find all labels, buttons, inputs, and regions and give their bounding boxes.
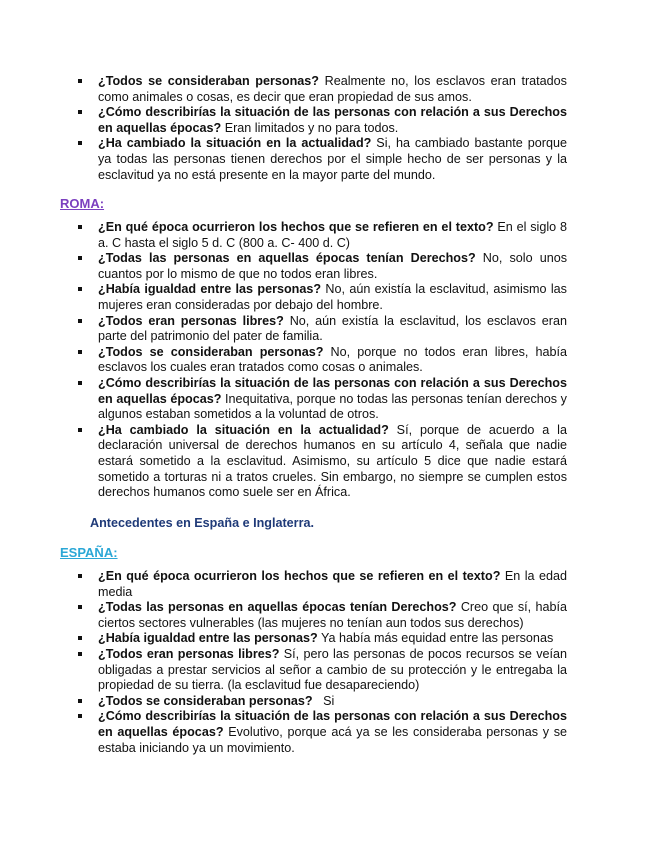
- list-item: [0, 376, 655, 423]
- bullet-icon: [78, 256, 82, 260]
- list-item: [0, 74, 655, 105]
- question-text: ¿Cómo describirías la situación de las personas con relación a sus Derechos en aquellas épocas?: [98, 709, 567, 739]
- list-item: [0, 647, 655, 694]
- answer-text: Evolutivo, porque acá ya se les consideraba personas y se estaba iniciando ya un movimiento.: [98, 724, 567, 755]
- answer-text: Creo que sí, había ciertos sectores vulnerables (las mujeres no tenían aun todos sus derechos): [98, 600, 568, 630]
- question-text: ¿En qué época ocurrieron los hechos que se refieren en el texto?: [98, 220, 494, 234]
- list-item: [0, 631, 655, 647]
- answer-text: Sí, porque de acuerdo a la declaración universal de derechos humanos en su artículo 4, señala que nadie estará sometido a la esclavitud. Asimismo, su artículo 5 dice que nadie estará sometido a torturas ni a tratos crueles. Sin embargo, no siempre se cumplen estos derechos humanos como suele ser en África.: [98, 422, 567, 500]
- bullet-icon: [78, 714, 82, 718]
- section-title-roma: ROMA:: [60, 196, 105, 211]
- list-item: [0, 251, 655, 282]
- bullet-icon: [78, 225, 82, 229]
- question-text: ¿En qué época ocurrieron los hechos que se refieren en el texto?: [98, 569, 501, 583]
- question-text: ¿Cómo describirías la situación de las personas con relación a sus Derechos en aquellas épocas?: [98, 375, 567, 406]
- answer-text: No, solo unos cuantos por lo mismo de que no todos eran libres.: [98, 251, 568, 281]
- list-item: [0, 220, 655, 251]
- answer-text: Sí, pero las personas de pocos recursos se veían obligadas a prestar servicios al señor a cambio de su protección y le entregaba la propiedad de su tierra. (la esclavitud fue desapareciendo): [98, 646, 567, 693]
- answer-text: Ya había más equidad entre las personas: [317, 631, 554, 646]
- espana-qa-block: [0, 569, 655, 756]
- bullet-icon: [78, 287, 82, 291]
- bullet-icon: [78, 110, 82, 114]
- list-item: [0, 569, 655, 600]
- question-text: ¿Había igualdad entre las personas?: [98, 282, 322, 297]
- antecedentes-heading: Antecedentes en España e Inglaterra.: [90, 516, 314, 530]
- bullet-icon: [78, 636, 82, 640]
- list-item: [0, 709, 655, 756]
- bullet-icon: [78, 605, 82, 609]
- bullet-icon: [78, 79, 82, 83]
- question-text: ¿Ha cambiado la situación en la actualidad?: [98, 136, 372, 151]
- question-text: ¿Todos se consideraban personas?: [98, 693, 313, 708]
- intro-qa-block: [0, 74, 655, 183]
- list-item: [0, 694, 655, 710]
- answer-text: No, aún existía la esclavitud, asimismo las mujeres eran consideradas por debajo del hombre.: [98, 282, 567, 312]
- question-text: ¿Todas las personas en aquellas épocas tenían Derechos?: [98, 251, 476, 266]
- qa-list: [0, 569, 655, 756]
- question-text: ¿Todos se consideraban personas?: [98, 344, 324, 359]
- bullet-icon: [78, 428, 82, 432]
- bullet-icon: [78, 319, 82, 323]
- question-text: ¿Todos se consideraban personas?: [98, 74, 319, 88]
- answer-text: Si: [312, 693, 335, 708]
- list-item: [0, 136, 655, 183]
- answer-text: Si, ha cambiado bastante porque ya todas las personas tienen derechos por el simple hecho de ser personas y la esclavitud ya no está presente en la mayor parte del mundo.: [98, 136, 567, 182]
- qa-list: [0, 220, 655, 501]
- bullet-icon: [78, 350, 82, 354]
- answer-text: No, aún existía la esclavitud, los esclavos eran parte del patrimonio del pater de familia.: [98, 313, 568, 344]
- question-text: ¿Cómo describirías la situación de las personas con relación a sus Derechos en aquellas épocas?: [98, 105, 567, 135]
- answer-text: En el siglo 8 a. C hasta el siglo 5 d. C (800 a. C- 400 d. C): [98, 220, 567, 250]
- bullet-icon: [78, 574, 82, 578]
- answer-text: Eran limitados y no para todos.: [221, 120, 399, 135]
- answer-text: No, porque no todos eran libres, había esclavos los cuales eran tratados como cosas o animales.: [98, 344, 567, 375]
- bullet-icon: [78, 381, 82, 385]
- question-text: ¿Ha cambiado la situación en la actualidad?: [98, 422, 389, 437]
- answer-text: En la edad media: [98, 569, 567, 599]
- list-item: [0, 282, 655, 313]
- question-text: ¿Todas las personas en aquellas épocas tenían Derechos?: [98, 600, 457, 615]
- qa-list: [0, 74, 655, 183]
- list-item: [0, 345, 655, 376]
- bullet-icon: [78, 141, 82, 145]
- section-title-espana: ESPAÑA:: [60, 545, 118, 560]
- list-item: [0, 600, 655, 631]
- list-item: [0, 314, 655, 345]
- question-text: ¿Todos eran personas libres?: [98, 646, 280, 661]
- roma-qa-block: [0, 220, 655, 501]
- bullet-icon: [78, 699, 82, 703]
- answer-text: Realmente no, los esclavos eran tratados como animales o cosas, es decir que eran propiedad de sus amos.: [98, 74, 567, 104]
- list-item: [0, 105, 655, 136]
- bullet-icon: [78, 652, 82, 656]
- question-text: ¿Había igualdad entre las personas?: [98, 631, 318, 646]
- question-text: ¿Todos eran personas libres?: [98, 313, 284, 328]
- answer-text: Inequitativa, porque no todas las personas tenían derechos y algunos estaban sometidos a la voluntad de otros.: [98, 391, 567, 422]
- list-item: [0, 423, 655, 501]
